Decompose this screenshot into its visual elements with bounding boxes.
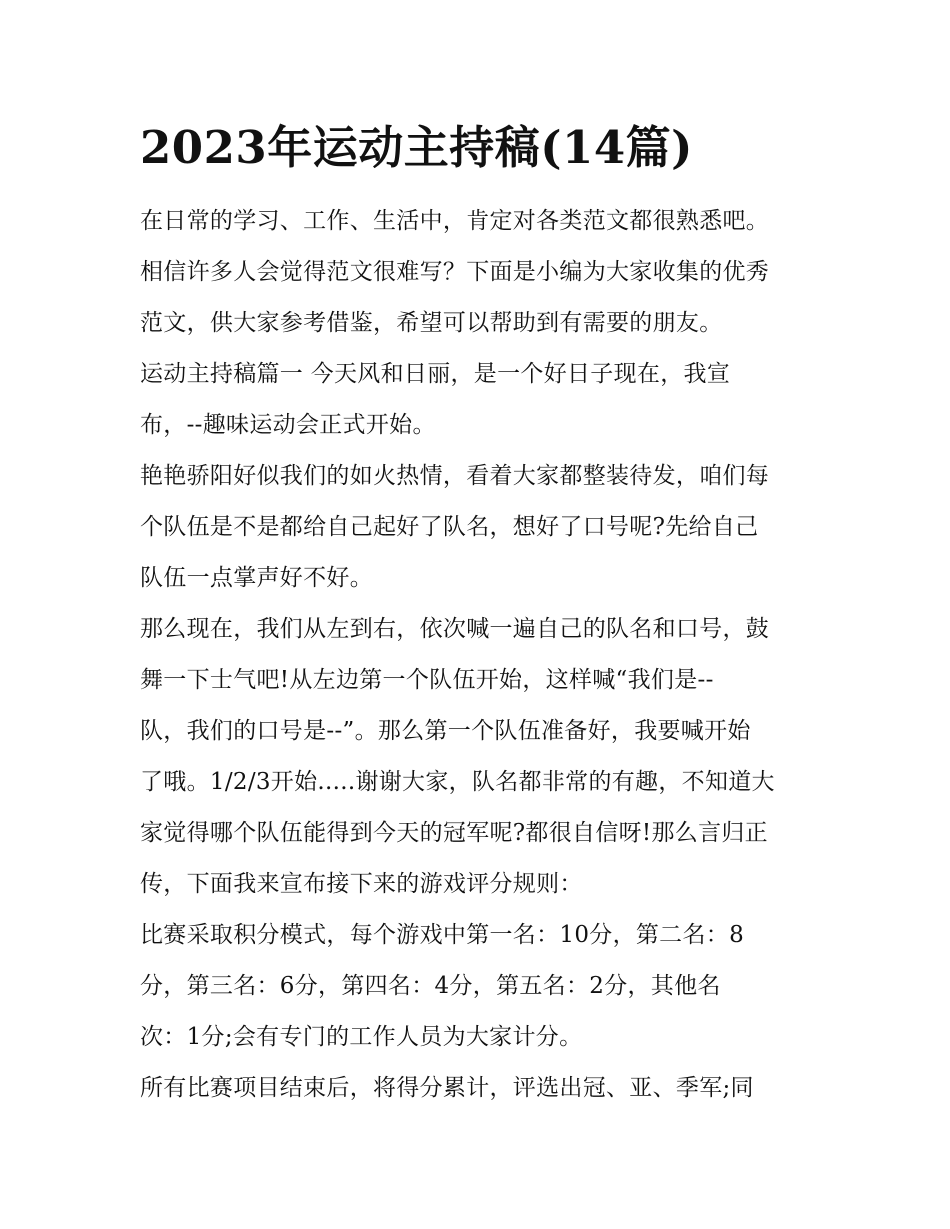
- body-line: 传，下面我来宣布接下来的游戏评分规则：: [140, 871, 583, 897]
- body-line: 那么现在，我们从左到右，依次喊一遍自己的队名和口号，鼓: [140, 616, 770, 642]
- body-line: 个队伍是不是都给自己起好了队名，想好了口号呢?先给自己: [140, 514, 759, 540]
- body-line: 布，--趣味运动会正式开始。: [140, 412, 436, 438]
- document-body: [140, 196, 820, 1114]
- body-line: 范文，供大家参考借鉴，希望可以帮助到有需要的朋友。: [140, 310, 723, 336]
- body-line: 艳艳骄阳好似我们的如火热情，看着大家都整装待发，咱们每: [140, 463, 770, 489]
- body-line: 比赛采取积分模式，每个游戏中第一名：10分，第二名：8: [140, 922, 744, 948]
- body-line: 次：1分;会有专门的工作人员为大家计分。: [140, 1024, 583, 1050]
- body-line: 舞一下士气吧!从左边第一个队伍开始，这样喊“我们是--: [140, 667, 714, 693]
- body-line: 相信许多人会觉得范文很难写？下面是小编为大家收集的优秀: [140, 259, 770, 285]
- body-line: 分，第三名：6分，第四名：4分，第五名：2分，其他名: [140, 973, 721, 999]
- body-line: 所有比赛项目结束后，将得分累计，评选出冠、亚、季军;同: [140, 1075, 754, 1101]
- body-line: 队伍一点掌声好不好。: [140, 565, 373, 591]
- body-line: 家觉得哪个队伍能得到今天的冠军呢?都很自信呀!那么言归正: [140, 820, 768, 846]
- body-line: 运动主持稿篇一 今天风和日丽，是一个好日子现在，我宣: [140, 361, 731, 387]
- body-line: 在日常的学习、工作、生活中，肯定对各类范文都很熟悉吧。: [140, 208, 770, 234]
- body-line: 了哦。1/2/3开始.....谢谢大家，队名都非常的有趣，不知道大: [140, 769, 775, 795]
- document-title: 2023年运动主持稿(14篇): [140, 121, 693, 174]
- body-line: 队，我们的口号是--”。那么第一个队伍准备好，我要喊开始: [140, 718, 751, 744]
